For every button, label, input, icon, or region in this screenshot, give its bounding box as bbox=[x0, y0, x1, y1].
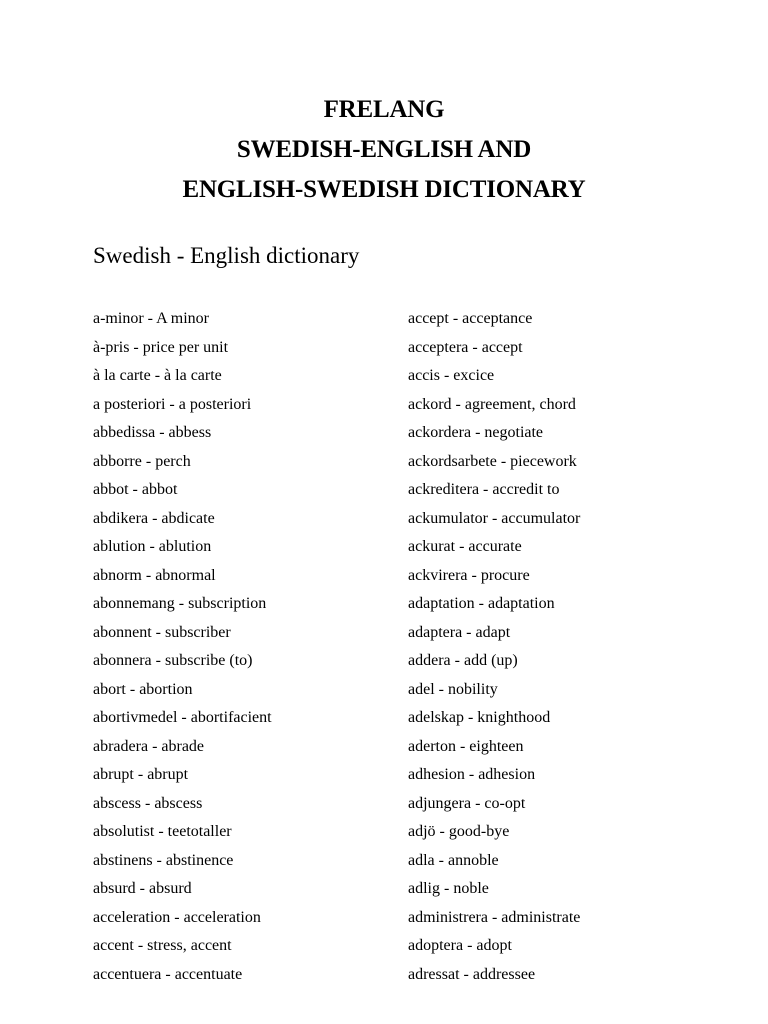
dictionary-entry: abborre - perch bbox=[93, 452, 191, 470]
dictionary-entry: ackord - agreement, chord bbox=[408, 395, 576, 413]
dictionary-entry: abbedissa - abbess bbox=[93, 424, 212, 441]
dictionary-entry: adjungera - co-opt bbox=[408, 794, 526, 812]
dictionary-entry: adhesion - adhesion bbox=[408, 766, 536, 783]
dictionary-entry: ackumulator - accumulator bbox=[408, 509, 581, 527]
dictionary-entry: accent - stress, accent bbox=[93, 937, 232, 954]
dictionary-entry: accis - excice bbox=[408, 367, 495, 384]
dictionary-entry: abstinens - abstinence bbox=[93, 851, 234, 869]
dictionary-entry: accentuera - accentuate bbox=[93, 965, 243, 983]
dictionary-entry: abbot - abbot bbox=[93, 481, 178, 498]
dictionary-entry: à-pris - price per unit bbox=[93, 338, 229, 356]
dictionary-entry: adjö - good-bye bbox=[408, 823, 510, 840]
dictionary-entry: abonnera - subscribe (to) bbox=[93, 652, 253, 669]
title-line-3: ENGLISH-SWEDISH DICTIONARY bbox=[182, 176, 586, 203]
dictionary-entry: adaptera - adapt bbox=[408, 623, 511, 641]
dictionary-entry: acceleration - acceleration bbox=[93, 908, 261, 926]
dictionary-entry: ackreditera - accredit to bbox=[408, 481, 560, 498]
dictionary-entry: adoptera - adopt bbox=[408, 937, 512, 954]
dictionary-entry: abort - abortion bbox=[93, 680, 193, 698]
dictionary-entry: abnorm - abnormal bbox=[93, 566, 216, 584]
dictionary-entry: ackurat - accurate bbox=[408, 538, 522, 555]
dictionary-entry: adelskap - knighthood bbox=[408, 709, 551, 726]
dictionary-entry: abrupt - abrupt bbox=[93, 766, 189, 783]
dictionary-entry: ackordsarbete - piecework bbox=[408, 452, 577, 470]
title-line-2: SWEDISH-ENGLISH AND bbox=[236, 136, 532, 163]
dictionary-entry: adaptation - adaptation bbox=[408, 595, 555, 612]
dictionary-entry: absolutist - teetotaller bbox=[93, 823, 232, 840]
dictionary-entry: abradera - abrade bbox=[93, 737, 205, 755]
dictionary-entry: adlig - noble bbox=[408, 880, 489, 897]
left-entry-column bbox=[93, 305, 272, 989]
title-line-1: FRELANG bbox=[323, 96, 445, 123]
dictionary-entry: adressat - addressee bbox=[408, 965, 536, 983]
dictionary-entry: ablution - ablution bbox=[93, 538, 212, 555]
right-entry-column bbox=[408, 305, 580, 989]
dictionary-entry: accept - acceptance bbox=[408, 310, 533, 327]
title-block bbox=[0, 90, 768, 210]
dictionary-entry: adel - nobility bbox=[408, 680, 498, 698]
dictionary-entry: ackordera - negotiate bbox=[408, 424, 544, 441]
dictionary-entry: administrera - administrate bbox=[408, 908, 581, 926]
dictionary-entry: acceptera - accept bbox=[408, 338, 523, 356]
dictionary-entry: à la carte - à la carte bbox=[93, 367, 222, 384]
dictionary-entry: abonnent - subscriber bbox=[93, 623, 231, 641]
dictionary-entry: abscess - abscess bbox=[93, 794, 203, 812]
dictionary-entry: abdikera - abdicate bbox=[93, 509, 215, 527]
dictionary-entry: abonnemang - subscription bbox=[93, 595, 267, 612]
section-heading: Swedish - English dictionary bbox=[93, 243, 360, 268]
dictionary-entry: a-minor - A minor bbox=[93, 310, 209, 327]
dictionary-entry: a posteriori - a posteriori bbox=[93, 395, 252, 413]
dictionary-entry: adla - annoble bbox=[408, 851, 499, 869]
dictionary-entry: addera - add (up) bbox=[408, 652, 518, 669]
dictionary-entry: absurd - absurd bbox=[93, 880, 192, 897]
dictionary-entry: ackvirera - procure bbox=[408, 566, 530, 584]
dictionary-entry: abortivmedel - abortifacient bbox=[93, 709, 272, 726]
dictionary-entry: aderton - eighteen bbox=[408, 737, 524, 755]
